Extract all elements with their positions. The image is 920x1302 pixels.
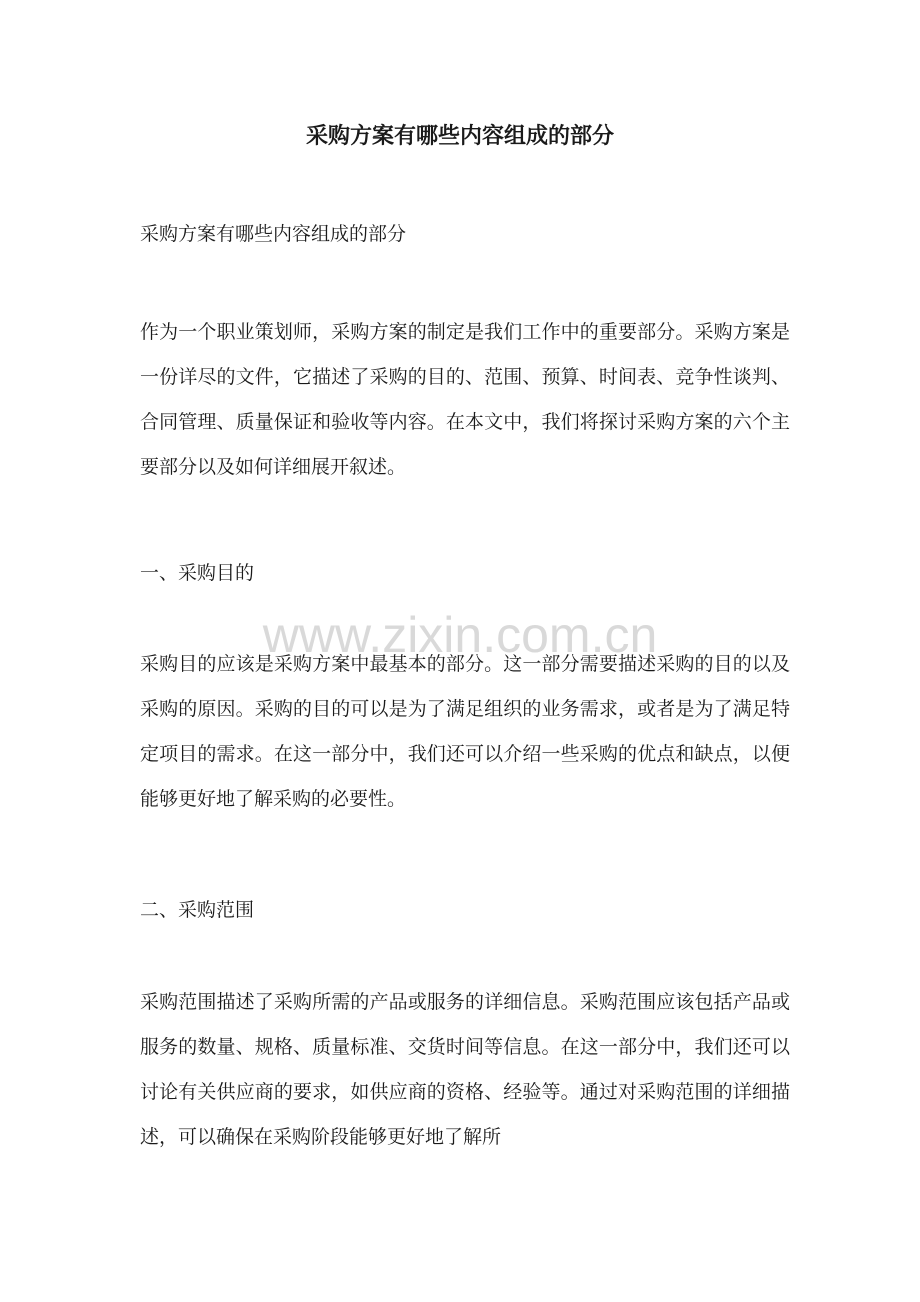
section-heading-purpose: 一、采购目的 bbox=[140, 562, 255, 584]
section-heading-scope: 二、采购范围 bbox=[140, 899, 255, 921]
section-body-scope: 采购范围描述了采购所需的产品或服务的详细信息。采购范围应该包括产品或服务的数量、规格、质量标准、交货时间等信息。在这一部分中，我们还可以讨论有关供应商的要求，如供应商的资格、经验等。通过对采购范围的详细描述，可以确保在采购阶段能够更好地了解所 bbox=[140, 991, 790, 1148]
document-subtitle: 采购方案有哪些内容组成的部分 bbox=[140, 223, 407, 245]
document-title: 采购方案有哪些内容组成的部分 bbox=[305, 123, 614, 149]
intro-paragraph: 作为一个职业策划师，采购方案的制定是我们工作中的重要部分。采购方案是一份详尽的文件，它描述了采购的目的、范围、预算、时间表、竞争性谈判、合同管理、质量保证和验收等内容。在本文中，我们将探讨采购方案的六个主要部分以及如何详细展开叙述。 bbox=[140, 321, 790, 478]
watermark: www.zixin.com.cn bbox=[262, 607, 658, 663]
section-body-purpose: 采购目的应该是采购方案中最基本的部分。这一部分需要描述采购的目的以及采购的原因。采购的目的可以是为了满足组织的业务需求，或者是为了满足特定项目的需求。在这一部分中，我们还可以介绍一些采购的优点和缺点，以便能够更好地了解采购的必要性。 bbox=[140, 653, 790, 810]
